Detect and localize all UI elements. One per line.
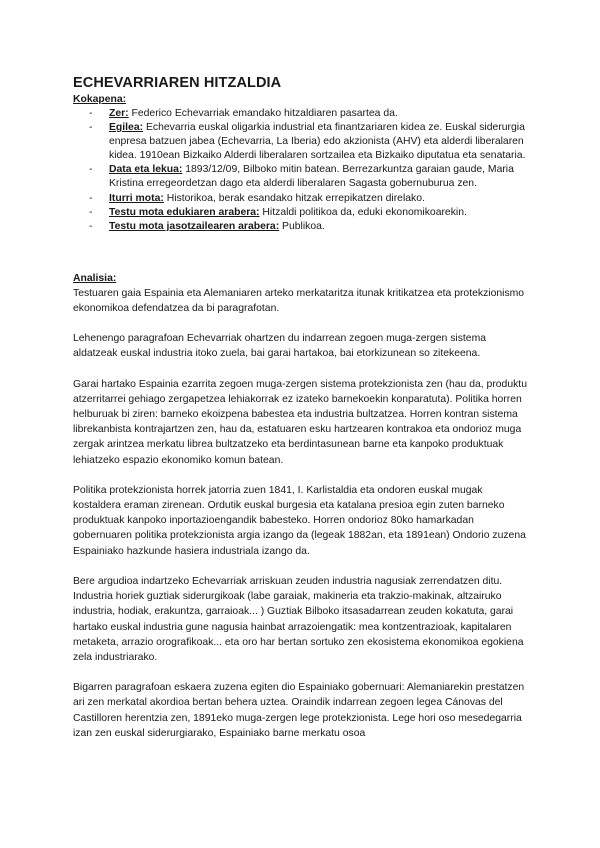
item-label: Zer: (109, 108, 129, 119)
paragraph-2: Lehenengo paragrafoan Echevarriak ohartzen du indarrean zegoen muga-zergen sistema aldatzeak euskal industria itoko zuela, bai garai hartakoa, bai etorkizunean so zitekeena. (73, 333, 487, 360)
analisia-heading: Analisia: (73, 272, 117, 284)
list-item: - Data eta lekua: 1893/12/09, Bilboko mitin batean. Berrezarkuntza garaian gaude, Maria Kristina erregeordetzan dago eta alderdi liberalaren Sagasta gobernuburua zen. (89, 164, 514, 190)
item-text: Federico Echevarriak emandako hitzaldiaren pasartea da. (128, 108, 398, 119)
kokapena-heading: Kokapena: (73, 94, 127, 105)
list-item: - Testu mota jasotzailearen arabera: Publikoa. (89, 220, 325, 232)
item-label: Testu mota edukiaren arabera: (109, 206, 260, 218)
list-item: - Testu mota edukiaren arabera: Hitzaldi politikoa da, eduki ekonomikoarekin. (89, 206, 467, 218)
item-label: Egilea: (109, 122, 144, 134)
paragraph-5: Bere argudioa indartzeko Echevarriak arriskuan zeuden industria nagusiak zerrendatzen ditu. Industria horiek guztiak siderurgikoak (labe garaiak, makineria eta trakzio-makinak, altzairuko industria, hodiak, erakuntza, garraioak... ) Guztiak Bilboko itsasadarrean zeuden kokatuta, garai hartako euskal industria gune nagusia hainbat arrazoiengatik: mea kontzentrazioak, kapitalaren metaketa, arrazio orografikoak... eta oro har bertan sortuko zen ekosistema ekonomikoa egokiena zela industriarako. (73, 575, 524, 663)
paragraph-1: Testuaren gaia Espainia eta Alemaniaren arteko merkataritza itunak kritikatzea eta protekzionismo ekonomikoa defendatzea da bi paragrafotan. (73, 287, 525, 315)
paragraph-6: Bigarren paragrafoan eskaera zuzena egiten dio Espainiako gobernuari: Alemaniarekin prestatzen ari zen merkatal akordioa bertan behera uztea. Oraindik indarrean zegoen legea Cánovas del Castilloren herentzia zen, 1891eko muga-zergen lege protekzionista. Lege hori oso mesedegarria izan zen euskal siderurgiarako, Espainiako barne merkatu osoa (73, 682, 525, 739)
item-label: Data eta lekua: (109, 164, 183, 176)
item-text: Hitzaldi politikoa da, eduki ekonomikoarekin. (259, 206, 467, 218)
item-text: Echevarria euskal oligarkia industrial eta finantzariaren kidea ze. Euskal siderurgia enpresa batzuen jabea (Echevarria, La Iberia) edo akzionista (AHV) eta alderdi liberalaren kidea. 1910ean Bizkaiko Alderdi liberalaren sortzailea eta Bizkaiko diputatua eta senataria. (109, 122, 526, 162)
item-text: Historikoa, berak esandako hitzak errepikatzen direlako. (163, 192, 425, 204)
item-label: Iturri mota: (109, 192, 164, 204)
item-label: Testu mota jasotzailearen arabera: (109, 220, 280, 232)
list-item: - Egilea: Echevarria euskal oligarkia industrial eta finantzariaren kidea ze. Euskal siderurgia enpresa batzuen jabea (Echevarria, La Iberia) edo akzionista (AHV) eta alderdi liberalaren kidea. 1910ean Bizkaiko Alderdi liberalaren sortzailea eta Bizkaiko diputatua eta senataria. (89, 122, 526, 162)
item-text: Publikoa. (279, 220, 325, 232)
document-content (73, 75, 533, 741)
kokapena-list (73, 107, 533, 234)
item-text: 1893/12/09, Bilboko mitin batean. Berrezarkuntza garaian gaude, Maria Kristina erregeordetzan dago eta alderdi liberalaren Sagasta gobernuburua zen. (109, 164, 514, 190)
list-item: - Zer: Federico Echevarriak emandako hitzaldiaren pasartea da. (89, 108, 398, 119)
paragraph-4: Politika protekzionista horrek jatorria zuen 1841, I. Karlistaldia eta ondoren euskal mugak kostaldera eraman zirenean. Ordutik euskal burgesia eta katalana presioa egin zuten barneko produktuak kanpoko inportazioengandik babesteko. Horren ondorioz 80ko hamarkadan gobernuaren politika protekzionista argia izango da (legeak 1882an, eta 1891ean) Ondorio zuzena Espainiako hazkunde hasiera industriala izango da. (73, 484, 526, 557)
list-item: - Iturri mota: Historikoa, berak esandako hitzak errepikatzen direlako. (89, 192, 425, 204)
document-title: ECHEVARRIAREN HITZALDIA (73, 75, 282, 91)
paragraph-3: Garai hartako Espainia ezarrita zegoen muga-zergen sistema protekzionista zen (hau da, produktu atzerritarrei gehiago zergapetzea lehiakorrak ez izateko barnekoekin konparatuta). Politika horren helburuak bi ziren: barneko ekoizpena babestea eta industria bultzatzea. Horren kontran sistema librekanbista kontrajartzen zen, hau da, estatuaren esku hartzearen kontrakoa eta ondorioz muga zergak arintzea merkatu librea bultzatzeko eta berdintasunean barne eta kanpoko produktuak lehiatzeko espazio ekonomiko komun batean. (73, 378, 527, 466)
